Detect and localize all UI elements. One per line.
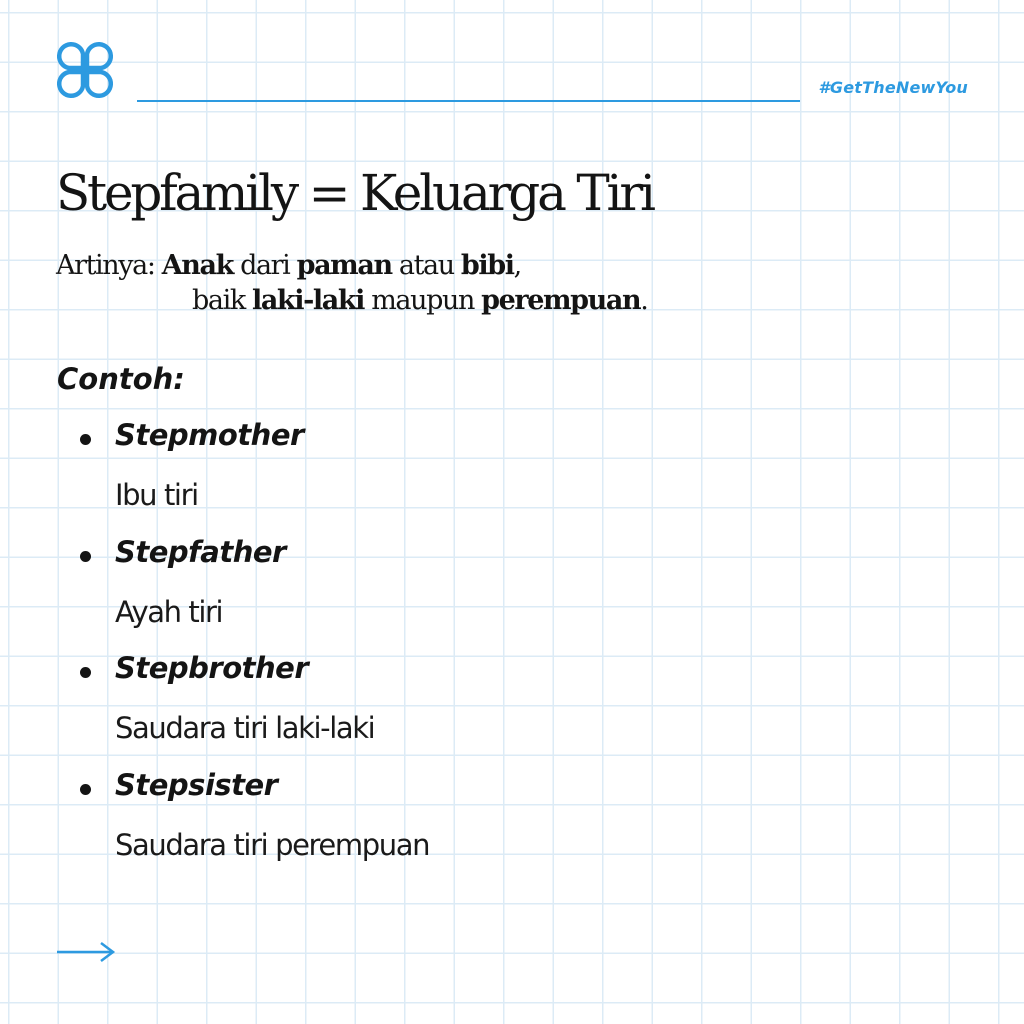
example-translation: Saudara tiri perempuan [115,827,430,862]
bullet-icon [80,667,91,678]
example-translation: Ayah tiri [115,594,223,629]
meaning-word: dari [240,250,290,281]
meaning-word: perempuan [481,285,641,317]
hashtag-text: #GetTheNewYou [818,78,968,97]
example-term: Stepsister [115,767,278,802]
meaning-word: maupun [371,285,474,317]
meaning-word: bibi [460,250,514,281]
example-term: Stepfather [115,534,286,569]
arrow-right-icon[interactable] [56,940,116,964]
meaning-word: baik [192,285,245,317]
meaning-text [56,250,647,318]
page-title: Stepfamily = Keluarga Tiri [56,164,653,222]
bullet-icon [80,784,91,795]
example-translation: Saudara tiri laki-laki [115,711,375,745]
bullet-icon [80,551,91,562]
header-divider [137,100,800,102]
meaning-word: Anak [161,250,233,281]
meaning-period: . [640,285,648,317]
meaning-word: paman [296,250,392,281]
meaning-word: atau [398,250,454,281]
bullet-icon [80,434,91,445]
meaning-word: laki-laki [251,285,365,317]
meaning-comma: , [513,250,521,281]
example-translation: Ibu tiri [115,478,198,512]
example-term: Stepmother [115,418,304,452]
example-term: Stepbrother [115,651,309,685]
examples-heading: Contoh: [57,362,185,396]
meaning-label: Artinya: [56,250,155,281]
meaning-line-2 [56,285,647,317]
logo-icon [55,40,115,100]
